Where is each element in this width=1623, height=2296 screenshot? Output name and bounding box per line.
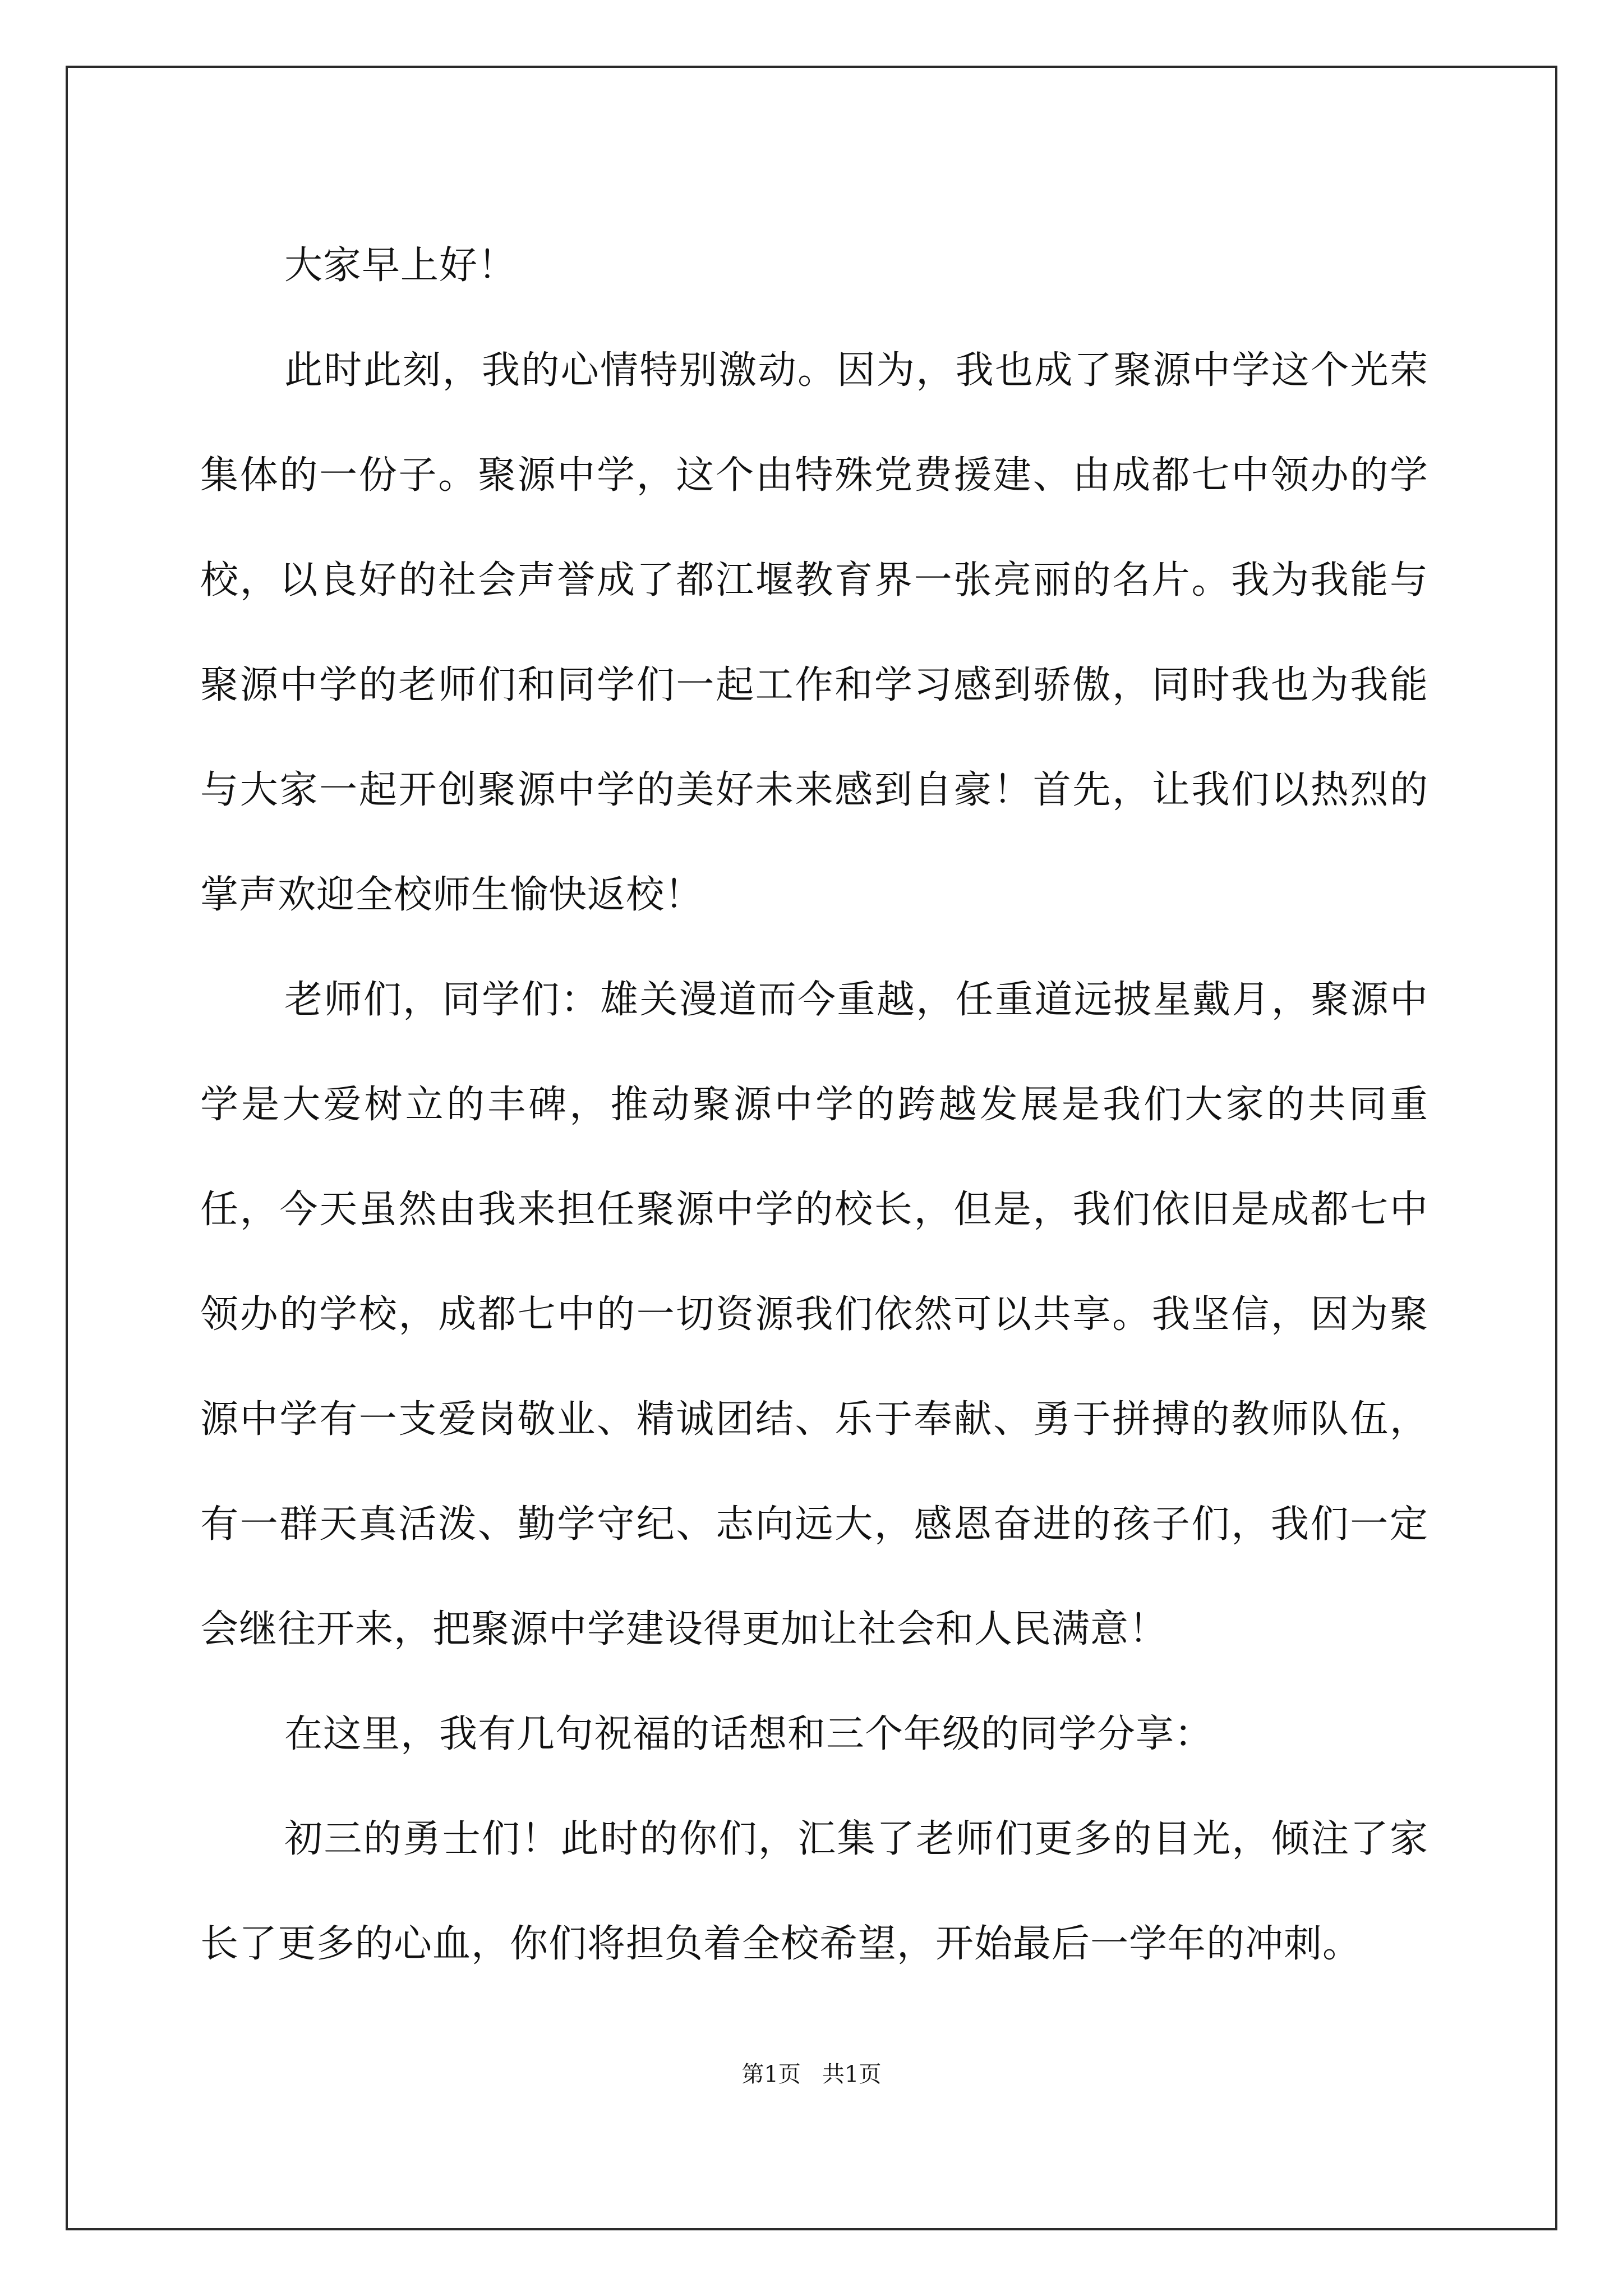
grade-nine-paragraph: 初三的勇士们！此时的你们，汇集了老师们更多的目光，倾注了家长了更多的心血，你们将担负着全校希望，开始最后一学年的冲刺。 <box>200 1817 1428 1966</box>
greeting-paragraph: 大家早上好！ <box>284 243 517 288</box>
page-number-footer: 第1页 共1页 <box>741 2062 882 2087</box>
document-body <box>200 213 1428 1996</box>
commitment-paragraph: 老师们，同学们：雄关漫道而今重越，任重道远披星戴月，聚源中学是大爱树立的丰碑，推动聚源中学的跨越发展是我们大家的共同重任，今天虽然由我来担任聚源中学的校长，但是，我们依旧是成都七中领办的学校，成都七中的一切资源我们依然可以共享。我坚信，因为聚源中学有一支爱岗敬业、精诚团结、乐于奉献、勇于拼搏的教师队伍，有一群天真活泼、勤学守纪、志向远大，感恩奋进的孩子们，我们一定会继往开来，把聚源中学建设得更加让社会和人民满意！ <box>200 978 1428 1651</box>
blessing-intro-paragraph: 在这里，我有几句祝福的话想和三个年级的同学分享： <box>284 1712 1214 1756</box>
intro-paragraph: 此时此刻，我的心情特别激动。因为，我也成了聚源中学这个光荣集体的一份子。聚源中学，这个由特殊党费援建、由成都七中领办的学校，以良好的社会声誉成了都江堰教育界一张亮丽的名片。我为我能与聚源中学的老师们和同学们一起工作和学习感到骄傲，同时我也为我能与大家一起开创聚源中学的美好未来感到自豪！首先，让我们以热烈的掌声欢迎全校师生愉快返校！ <box>200 348 1428 917</box>
